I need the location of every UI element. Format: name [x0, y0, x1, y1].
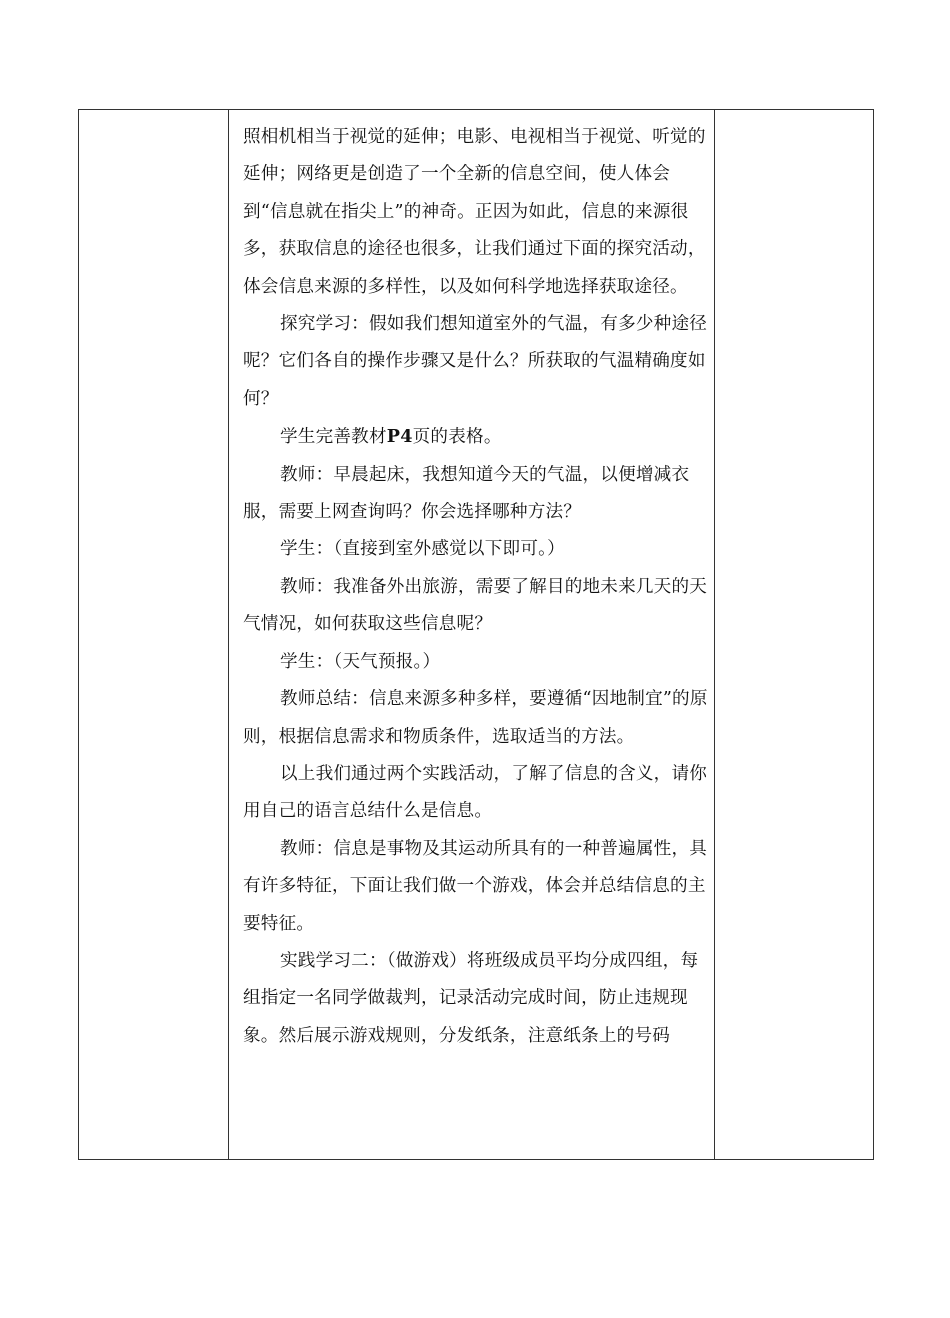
- content-text: [229, 110, 714, 1055]
- lesson-table: [78, 109, 874, 1160]
- content-cell: [229, 110, 715, 1160]
- paragraph: 照相机相当于视觉的延伸；电影、电视相当于视觉、听觉的延伸；网络更是创造了一个全新的信息空间，使人体会到“信息就在指尖上”的神奇。正因为如此，信息的来源很多，获取信息的途径也很多，让我们通过下面的探究活动，体会信息来源的多样性，以及如何科学地选择获取途径。: [243, 127, 706, 297]
- paragraph: 实践学习二：（做游戏）将班级成员平均分成四组，每组指定一名同学做裁判，记录活动完成时间，防止违规现象。然后展示游戏规则，分发纸条，注意纸条上的号码: [243, 950, 699, 1046]
- paragraph: 学生：（天气预报。）: [280, 651, 441, 672]
- paragraph-text: 学生完善教材: [280, 427, 387, 448]
- paragraph-text: 页的表格。: [412, 427, 502, 448]
- paragraph: [243, 418, 714, 456]
- page-reference: P4: [386, 426, 413, 448]
- paragraph: 教师：早晨起床，我想知道今天的气温，以便增减衣服，需要上网查询吗？你会选择哪种方法？: [243, 464, 690, 523]
- paragraph: 探究学习：假如我们想知道室外的气温，有多少种途径呢？它们各自的操作步骤又是什么？所获取的气温精确度如何？: [243, 314, 708, 409]
- paragraph: 以上我们通过两个实践活动，了解了信息的含义，请你用自己的语言总结什么是信息。: [243, 763, 708, 822]
- paragraph: 教师：信息是事物及其运动所具有的一种普遍属性，具有许多特征，下面让我们做一个游戏，体会并总结信息的主要特征。: [243, 838, 708, 934]
- paragraph: 教师总结：信息来源多种多样，要遵循“因地制宜”的原则，根据信息需求和物质条件，选取适当的方法。: [243, 689, 708, 747]
- right-cell: [715, 110, 874, 1160]
- table-row: [79, 110, 874, 1160]
- left-cell: [79, 110, 229, 1160]
- paragraph: 教师：我准备外出旅游，需要了解目的地未来几天的天气情况，如何获取这些信息呢？: [243, 576, 708, 635]
- paragraph: 学生：（直接到室外感觉以下即可。）: [280, 539, 565, 560]
